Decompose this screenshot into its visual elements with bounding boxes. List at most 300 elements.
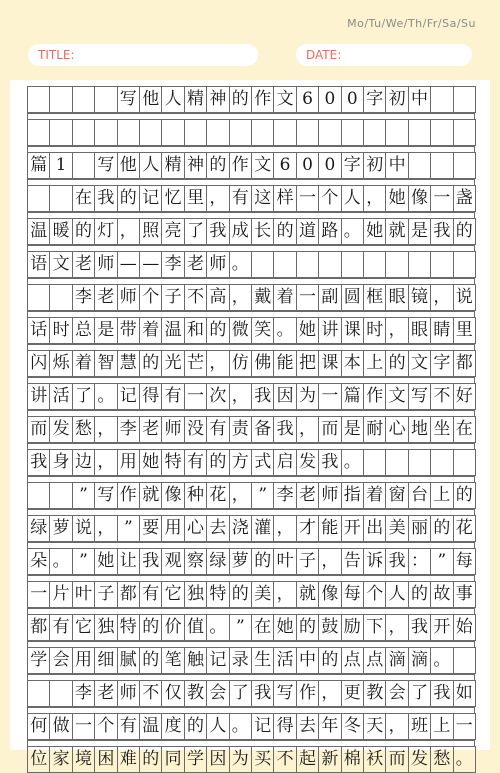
grid-cell: 温: [27, 218, 50, 245]
grid-cell: 因: [273, 383, 296, 410]
grid-cell: 李: [161, 251, 184, 278]
grid-cell: 学: [27, 647, 50, 674]
grid-cell: 的: [318, 647, 341, 674]
grid-cell: [363, 449, 386, 476]
grid-cell: 一: [296, 185, 319, 212]
grid-cell: 台: [408, 482, 431, 509]
grid-cell: 滴: [385, 647, 408, 674]
grid-cell: 我: [273, 416, 296, 443]
grid-cell: 道: [296, 218, 319, 245]
grid-cell: 坐: [430, 416, 453, 443]
grid-cell: 。: [453, 746, 476, 773]
grid-cell: 子: [94, 581, 117, 608]
grid-cell: [139, 119, 162, 146]
grid-cell: 。: [94, 383, 117, 410]
grid-cell: [27, 284, 50, 311]
grid-cell: 班: [408, 713, 431, 740]
grid-cell: 会: [385, 680, 408, 707]
grid-cell: 愁: [430, 746, 453, 773]
grid-cell: 师: [94, 251, 117, 278]
grid-cell: 人: [139, 152, 162, 179]
grid-cell: 的: [139, 614, 162, 641]
grid-cell: [453, 647, 476, 674]
grid-cell: 人: [341, 185, 364, 212]
grid-cell: 灌: [251, 515, 274, 542]
grid-cell: 我: [408, 614, 431, 641]
grid-cell: ”: [117, 515, 140, 542]
grid-cell: 地: [408, 416, 431, 443]
grid-cell: 了: [408, 680, 431, 707]
grid-cell: 话: [27, 317, 50, 344]
grid-cell: 的: [206, 449, 229, 476]
grid-cell: 天: [363, 713, 386, 740]
grid-cell: [453, 449, 476, 476]
grid-cell: 中: [296, 647, 319, 674]
grid-cell: 像: [408, 185, 431, 212]
grid-cell: 浇: [229, 515, 252, 542]
grid-cell: 花: [206, 482, 229, 509]
grid-cell: 的: [430, 515, 453, 542]
grid-cell: 作: [251, 86, 274, 113]
grid-cell: 特: [161, 449, 184, 476]
grid-cell: 励: [341, 614, 364, 641]
grid-cell: 的: [453, 482, 476, 509]
grid-cell: ”: [72, 482, 95, 509]
grid-cell: 微: [229, 317, 252, 344]
grid-cell: 用: [161, 515, 184, 542]
grid-cell: 愁: [72, 416, 95, 443]
grid-cell: 因: [206, 746, 229, 773]
grid-cell: 特: [117, 614, 140, 641]
grid-cell: 会: [206, 680, 229, 707]
grid-cell: 老: [184, 251, 207, 278]
grid-cell: [72, 86, 95, 113]
grid-cell: 种: [184, 482, 207, 509]
grid-cell: 一: [27, 581, 50, 608]
grid-cell: 得: [139, 383, 162, 410]
grid-cell: 式: [251, 449, 274, 476]
grid-cell: ：: [408, 548, 431, 575]
grid-cell: 神: [184, 152, 207, 179]
grid-cell: 。: [229, 251, 252, 278]
grid-cell: 我: [94, 185, 117, 212]
grid-cell: —: [139, 251, 162, 278]
grid-cell: 活: [49, 383, 72, 410]
grid-cell: ，: [117, 218, 140, 245]
grid-cell: 去: [296, 713, 319, 740]
grid-cell: 一: [184, 383, 207, 410]
grid-cell: [453, 86, 476, 113]
grid-cell: 仅: [161, 680, 184, 707]
grid-cell: 观: [161, 548, 184, 575]
grid-cell: 责: [229, 416, 252, 443]
grid-cell: 美: [385, 515, 408, 542]
grid-cell: 记: [117, 383, 140, 410]
grid-cell: [117, 119, 140, 146]
grid-cell: [273, 251, 296, 278]
grid-cell: 篇: [341, 383, 364, 410]
grid-cell: 的: [139, 647, 162, 674]
grid-cell: 更: [341, 680, 364, 707]
grid-cell: 有: [139, 581, 162, 608]
grid-cell: [229, 119, 252, 146]
grid-cell: 的: [184, 713, 207, 740]
grid-cell: 萝: [49, 515, 72, 542]
grid-cell: 光: [161, 350, 184, 377]
grid-cell: ，: [94, 416, 117, 443]
grid-cell: 新: [318, 746, 341, 773]
grid-cell: 要: [139, 515, 162, 542]
grid-cell: 叶: [273, 548, 296, 575]
grid-cell: 写: [408, 383, 431, 410]
grid-cell: 老: [139, 416, 162, 443]
grid-cell: 我: [251, 680, 274, 707]
grid-cell: 里: [184, 185, 207, 212]
grid-cell: 记: [251, 713, 274, 740]
grid-cell: 下: [363, 614, 386, 641]
grid-cell: 亮: [161, 218, 184, 245]
grid-cell: 温: [139, 713, 162, 740]
grid-cell: 才: [296, 515, 319, 542]
grid-cell: 能: [273, 350, 296, 377]
grid-cell: 起: [296, 746, 319, 773]
grid-cell: ，: [273, 581, 296, 608]
grid-cell: 让: [117, 548, 140, 575]
grid-cell: [385, 251, 408, 278]
grid-cell: 的: [385, 350, 408, 377]
grid-cell: 我: [251, 383, 274, 410]
grid-cell: 点: [363, 647, 386, 674]
grid-cell: 的: [229, 581, 252, 608]
grid-cell: [363, 251, 386, 278]
grid-cell: [273, 119, 296, 146]
grid-cell: [251, 251, 274, 278]
grid-cell: [408, 251, 431, 278]
grid-cell: ，: [94, 449, 117, 476]
grid-cell: 字: [363, 86, 386, 113]
grid-cell: [49, 119, 72, 146]
grid-cell: 眼: [385, 284, 408, 311]
grid-cell: 文: [385, 383, 408, 410]
grid-cell: 。: [206, 614, 229, 641]
grid-cell: 语: [27, 251, 50, 278]
grid-cell: 像: [161, 482, 184, 509]
grid-cell: ，: [385, 713, 408, 740]
grid-cell: ，: [430, 284, 453, 311]
grid-cell: [363, 119, 386, 146]
title-field[interactable]: [28, 44, 258, 66]
grid-cell: 心: [385, 416, 408, 443]
grid-cell: 而: [385, 746, 408, 773]
grid-cell: 慧: [117, 350, 140, 377]
grid-cell: 难: [117, 746, 140, 773]
grid-cell: 长: [251, 218, 274, 245]
grid-cell: 的: [296, 614, 319, 641]
grid-cell: 写: [273, 680, 296, 707]
grid-cell: [430, 152, 453, 179]
grid-cell: ，: [229, 383, 252, 410]
grid-cell: [318, 251, 341, 278]
grid-cell: 的: [229, 86, 252, 113]
grid-cell: 诉: [363, 548, 386, 575]
grid-cell: 朵: [27, 548, 50, 575]
grid-cell: 她: [385, 185, 408, 212]
grid-cell: 心: [184, 515, 207, 542]
grid-cell: 有: [206, 416, 229, 443]
grid-cell: 教: [184, 680, 207, 707]
grid-cell: 不: [184, 284, 207, 311]
grid-cell: 买: [251, 746, 274, 773]
grid-cell: ，: [318, 548, 341, 575]
grid-cell: 把: [296, 350, 319, 377]
grid-cell: 师: [206, 251, 229, 278]
grid-cell: 细: [94, 647, 117, 674]
grid-cell: 他: [117, 152, 140, 179]
grid-cell: 老: [94, 284, 117, 311]
grid-cell: [430, 119, 453, 146]
grid-cell: 文: [49, 251, 72, 278]
grid-cell: 一: [72, 713, 95, 740]
grid-cell: 的: [139, 350, 162, 377]
grid-cell: 上: [430, 713, 453, 740]
grid-cell: 启: [273, 449, 296, 476]
grid-cell: ”: [229, 614, 252, 641]
grid-cell: 窗: [385, 482, 408, 509]
grid-cell: 作: [229, 152, 252, 179]
grid-cell: [161, 119, 184, 146]
grid-cell: 笔: [161, 647, 184, 674]
grid-cell: [430, 251, 453, 278]
grid-cell: [430, 86, 453, 113]
grid-cell: [49, 680, 72, 707]
grid-cell: 闪: [27, 350, 50, 377]
grid-cell: ，: [273, 515, 296, 542]
grid-cell: 初: [363, 152, 386, 179]
grid-cell: 副: [318, 284, 341, 311]
grid-cell: 他: [139, 86, 162, 113]
grid-cell: 是: [94, 317, 117, 344]
grid-cell: 这: [251, 185, 274, 212]
grid-cell: 本: [341, 350, 364, 377]
grid-cell: 镜: [408, 284, 431, 311]
grid-cell: 师: [117, 284, 140, 311]
grid-cell: 事: [453, 581, 476, 608]
grid-cell: 李: [72, 284, 95, 311]
grid-cell: 我: [27, 449, 50, 476]
grid-cell: 6: [296, 86, 319, 113]
grid-cell: [94, 119, 117, 146]
grid-cell: 篇: [27, 152, 50, 179]
grid-cell: 就: [139, 482, 162, 509]
grid-cell: ，: [229, 284, 252, 311]
grid-cell: 都: [117, 581, 140, 608]
grid-cell: 有: [49, 614, 72, 641]
grid-cell: 她: [139, 449, 162, 476]
grid-cell: 发: [49, 416, 72, 443]
grid-cell: 的: [408, 581, 431, 608]
grid-cell: 在: [453, 416, 476, 443]
grid-cell: 滴: [408, 647, 431, 674]
grid-cell: 着: [273, 284, 296, 311]
grid-cell: 作: [363, 383, 386, 410]
grid-cell: 独: [184, 581, 207, 608]
grid-cell: 成: [229, 218, 252, 245]
grid-cell: 个: [318, 185, 341, 212]
grid-cell: 教: [363, 680, 386, 707]
grid-cell: 和: [184, 317, 207, 344]
grid-cell: [184, 119, 207, 146]
grid-cell: 写: [117, 86, 140, 113]
grid-cell: 师: [318, 482, 341, 509]
date-field[interactable]: [296, 44, 472, 66]
grid-cell: 。: [430, 647, 453, 674]
grid-cell: 。: [229, 713, 252, 740]
grid-cell: 困: [94, 746, 117, 773]
grid-cell: 次: [206, 383, 229, 410]
grid-cell: 个: [94, 713, 117, 740]
grid-cell: ”: [430, 548, 453, 575]
grid-cell: 记: [206, 647, 229, 674]
grid-cell: 她: [94, 548, 117, 575]
grid-cell: [296, 251, 319, 278]
grid-cell: 子: [161, 284, 184, 311]
grid-cell: [318, 119, 341, 146]
grid-cell: 不: [430, 383, 453, 410]
date-label: DATE:: [306, 48, 342, 62]
grid-cell: 故: [430, 581, 453, 608]
grid-cell: ，: [318, 680, 341, 707]
grid-cell: 的: [117, 185, 140, 212]
grid-cell: [27, 119, 50, 146]
grid-cell: 仿: [229, 350, 252, 377]
grid-cell: 忆: [161, 185, 184, 212]
grid-cell: [453, 251, 476, 278]
grid-cell: 烁: [49, 350, 72, 377]
grid-cell: 萝: [229, 548, 252, 575]
grid-cell: 。: [341, 449, 364, 476]
grid-cell: 讲: [318, 317, 341, 344]
grid-cell: 里: [453, 317, 476, 344]
grid-cell: 李: [273, 482, 296, 509]
grid-cell: 家: [49, 746, 72, 773]
grid-cell: 个: [363, 581, 386, 608]
grid-cell: 我: [430, 218, 453, 245]
grid-cell: 边: [72, 449, 95, 476]
grid-cell: 值: [184, 614, 207, 641]
grid-cell: 发: [296, 449, 319, 476]
grid-cell: 触: [184, 647, 207, 674]
grid-cell: 每: [453, 548, 476, 575]
grid-cell: 笑: [251, 317, 274, 344]
grid-cell: 。: [273, 317, 296, 344]
grid-cell: —: [117, 251, 140, 278]
grid-cell: 样: [273, 185, 296, 212]
title-label: TITLE:: [38, 48, 75, 62]
grid-cell: 叶: [72, 581, 95, 608]
grid-cell: 初: [385, 86, 408, 113]
grid-cell: 学: [184, 746, 207, 773]
grid-cell: 0: [318, 86, 341, 113]
grid-cell: 的: [206, 152, 229, 179]
grid-cell: 在: [72, 185, 95, 212]
grid-cell: 着: [139, 317, 162, 344]
grid-cell: [27, 86, 50, 113]
grid-cell: 像: [318, 581, 341, 608]
grid-cell: [251, 119, 274, 146]
grid-cell: 人: [385, 581, 408, 608]
grid-cell: [408, 152, 431, 179]
grid-cell: 位: [27, 746, 50, 773]
grid-cell: 告: [341, 548, 364, 575]
weekday-selector[interactable]: Mo/Tu/We/Th/Fr/Sa/Su: [347, 17, 476, 30]
grid-cell: [72, 152, 95, 179]
grid-cell: 而: [318, 416, 341, 443]
grid-cell: 温: [161, 317, 184, 344]
grid-cell: 都: [27, 614, 50, 641]
grid-cell: 的: [206, 317, 229, 344]
grid-cell: 如: [453, 680, 476, 707]
grid-cell: 发: [408, 746, 431, 773]
grid-cell: ，: [206, 185, 229, 212]
grid-cell: 何: [27, 713, 50, 740]
grid-cell: 袄: [363, 746, 386, 773]
grid-cell: 冬: [341, 713, 364, 740]
grid-cell: 指: [341, 482, 364, 509]
grid-cell: [408, 449, 431, 476]
grid-cell: 照: [139, 218, 162, 245]
grid-cell: 。: [341, 218, 364, 245]
grid-cell: [453, 119, 476, 146]
grid-cell: 生: [251, 647, 274, 674]
grid-cell: 课: [318, 350, 341, 377]
grid-cell: 精: [184, 86, 207, 113]
grid-cell: 每: [341, 581, 364, 608]
grid-cell: 中: [385, 152, 408, 179]
grid-cell: 时: [363, 317, 386, 344]
grid-cell: 戴: [251, 284, 274, 311]
grid-cell: 是: [408, 218, 431, 245]
grid-cell: 就: [296, 581, 319, 608]
grid-cell: 我: [430, 680, 453, 707]
grid-cell: 写: [94, 152, 117, 179]
grid-cell: 能: [318, 515, 341, 542]
grid-cell: 睛: [430, 317, 453, 344]
grid-cell: 它: [161, 581, 184, 608]
grid-cell: 个: [139, 284, 162, 311]
grid-cell: 绿: [27, 515, 50, 542]
grid-cell: 圆: [341, 284, 364, 311]
grid-cell: 上: [363, 350, 386, 377]
grid-cell: 。: [49, 548, 72, 575]
grid-cell: 身: [49, 449, 72, 476]
grid-cell: [341, 119, 364, 146]
grid-cell: 有: [229, 185, 252, 212]
grid-cell: 一: [296, 284, 319, 311]
grid-cell: [72, 119, 95, 146]
grid-cell: 老: [94, 680, 117, 707]
grid-cell: [49, 185, 72, 212]
grid-cell: 我: [318, 449, 341, 476]
grid-cell: [206, 119, 229, 146]
grid-cell: [49, 86, 72, 113]
grid-cell: 价: [161, 614, 184, 641]
grid-cell: 讲: [27, 383, 50, 410]
grid-cell: 了: [229, 680, 252, 707]
grid-cell: 去: [206, 515, 229, 542]
grid-cell: 记: [139, 185, 162, 212]
grid-cell: 而: [27, 416, 50, 443]
grid-cell: ”: [251, 482, 274, 509]
